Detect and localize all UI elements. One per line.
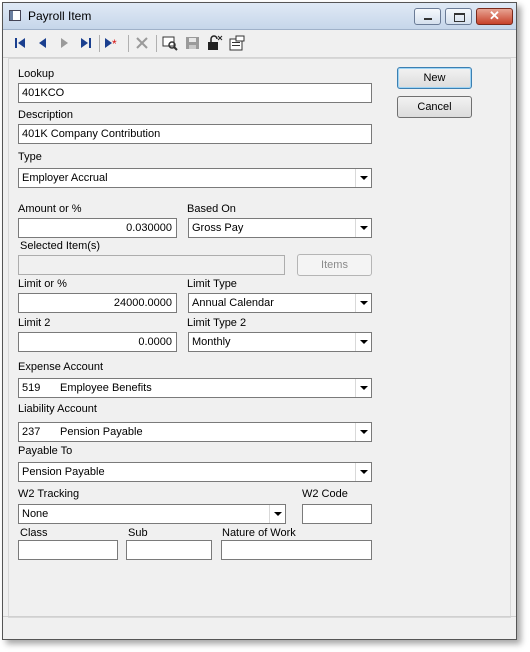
expense-account-select[interactable] xyxy=(18,378,372,398)
new-record-icon[interactable] xyxy=(103,35,121,51)
w2-tracking-label: W2 Tracking xyxy=(18,488,80,500)
expense-account-label: Expense Account xyxy=(18,361,104,373)
limit-type-label: Limit Type xyxy=(187,278,237,290)
properties-icon[interactable] xyxy=(228,35,246,51)
limit-input[interactable]: 24000.0000 xyxy=(18,293,177,313)
payable-to-label: Payable To xyxy=(18,445,73,457)
based-on-select[interactable] xyxy=(188,218,372,238)
previous-record-icon[interactable] xyxy=(34,35,52,51)
description-input[interactable]: 401K Company Contribution xyxy=(18,124,372,144)
toolbar-separator xyxy=(156,35,157,52)
lookup-input[interactable]: 401KCO xyxy=(18,83,372,103)
type-label: Type xyxy=(18,151,42,163)
next-record-icon[interactable] xyxy=(55,35,73,51)
chevron-down-icon[interactable] xyxy=(355,379,371,397)
window-title: Payroll Item xyxy=(28,9,92,23)
new-button[interactable]: New xyxy=(397,67,472,89)
chevron-down-icon[interactable] xyxy=(355,423,371,441)
save-icon[interactable] xyxy=(184,35,202,51)
title-bar[interactable] xyxy=(3,3,516,30)
payable-to-value: Pension Payable xyxy=(22,466,105,478)
chevron-down-icon[interactable] xyxy=(355,333,371,351)
find-icon[interactable] xyxy=(161,35,179,51)
window-icon xyxy=(9,10,21,21)
close-icon: ✕ xyxy=(489,8,500,23)
limit-type-value: Annual Calendar xyxy=(192,297,274,309)
description-label: Description xyxy=(18,109,74,121)
based-on-value: Gross Pay xyxy=(192,222,244,234)
liability-account-number: 237 xyxy=(22,426,41,438)
toolbar-separator xyxy=(128,35,129,52)
limit2-input[interactable]: 0.0000 xyxy=(18,332,177,352)
payroll-item-window xyxy=(2,2,517,640)
chevron-down-icon[interactable] xyxy=(355,169,371,187)
chevron-down-icon[interactable] xyxy=(355,463,371,481)
w2-code-label: W2 Code xyxy=(302,488,348,500)
maximize-button[interactable] xyxy=(445,8,472,25)
based-on-label: Based On xyxy=(187,203,236,215)
selected-items-field xyxy=(18,255,285,275)
w2-code-input[interactable] xyxy=(302,504,372,524)
sub-label: Sub xyxy=(128,527,148,539)
class-input[interactable] xyxy=(18,540,118,560)
limit-type-select[interactable] xyxy=(188,293,372,313)
limit-type2-label: Limit Type 2 xyxy=(187,317,247,329)
cancel-button[interactable]: Cancel xyxy=(397,96,472,118)
lookup-label: Lookup xyxy=(18,68,55,80)
limit-type2-select[interactable] xyxy=(188,332,372,352)
minimize-button[interactable] xyxy=(414,8,441,25)
last-record-icon[interactable] xyxy=(77,35,95,51)
record-toolbar xyxy=(3,29,516,58)
close-button[interactable] xyxy=(476,8,513,25)
liability-account-select[interactable] xyxy=(18,422,372,442)
class-label: Class xyxy=(20,527,48,539)
chevron-down-icon[interactable] xyxy=(355,219,371,237)
expense-account-number: 519 xyxy=(22,382,41,394)
w2-tracking-value: None xyxy=(22,508,49,520)
items-button[interactable]: Items xyxy=(297,254,372,276)
chevron-down-icon[interactable] xyxy=(269,505,285,523)
type-value: Employer Accrual xyxy=(22,172,108,184)
limit2-label: Limit 2 xyxy=(18,317,51,329)
limit-label: Limit or % xyxy=(18,278,67,290)
amount-input[interactable]: 0.030000 xyxy=(18,218,177,238)
svg-text:*: * xyxy=(112,37,117,51)
chevron-down-icon[interactable] xyxy=(355,294,371,312)
toolbar-separator xyxy=(99,35,100,52)
unlock-icon[interactable] xyxy=(206,35,224,51)
nature-of-work-input[interactable] xyxy=(221,540,372,560)
liability-account-name: Pension Payable xyxy=(60,426,143,438)
w2-tracking-select[interactable] xyxy=(18,504,286,524)
amount-label: Amount or % xyxy=(18,203,82,215)
payable-to-select[interactable] xyxy=(18,462,372,482)
liability-account-label: Liability Account xyxy=(18,403,97,415)
sub-input[interactable] xyxy=(126,540,212,560)
status-bar xyxy=(3,616,516,639)
expense-account-name: Employee Benefits xyxy=(60,382,152,394)
nature-of-work-label: Nature of Work xyxy=(222,527,296,539)
first-record-icon[interactable] xyxy=(11,35,29,51)
selected-items-label: Selected Item(s) xyxy=(20,240,101,252)
type-select[interactable] xyxy=(18,168,372,188)
delete-icon[interactable] xyxy=(133,35,151,51)
limit-type2-value: Monthly xyxy=(192,336,231,348)
